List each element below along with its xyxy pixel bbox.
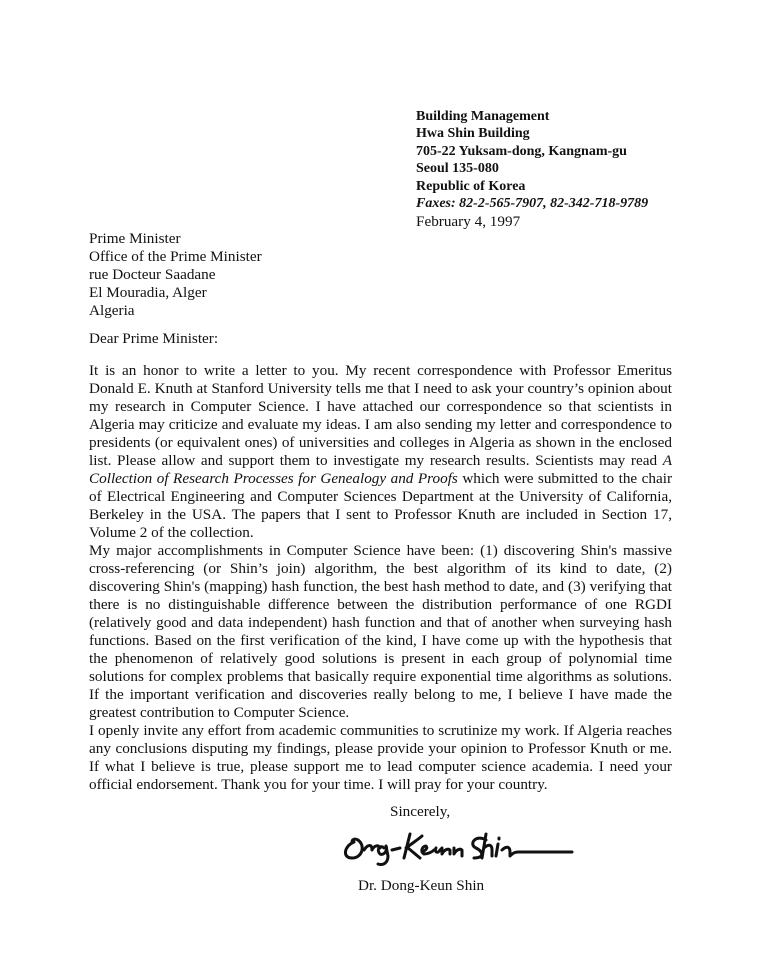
sender-faxes: Faxes: 82-2-565-7907, 82-342-718-9789 (416, 196, 649, 212)
body-paragraph-3: I openly invite any effort from academic communities to scrutinize my work. If Algeria reaches any conclusions disputing my findings, please provide your opinion to Professor Knuth or me. If what I believe is true, please support me to lead computer science academia. I need your official endorsement. Thank you for your time. I will pray for your country. (89, 722, 672, 793)
recipient-line-4: El Mouradia, Alger (89, 284, 207, 301)
recipient-line-5: Algeria (89, 302, 135, 319)
recipient-line-1: Prime Minister (89, 230, 181, 247)
signer-name: Dr. Dong-Keun Shin (358, 877, 485, 894)
closing: Sincerely, (390, 803, 451, 820)
salutation: Dear Prime Minister: (89, 330, 219, 347)
body-paragraph-1 (89, 362, 672, 542)
handwritten-signature (336, 820, 586, 870)
sender-address (416, 108, 648, 212)
sender-line-3: 705-22 Yuksam-dong, Kangnam-gu (416, 143, 627, 159)
recipient-line-2: Office of the Prime Minister (89, 248, 262, 265)
recipient-line-3: rue Docteur Saadane (89, 266, 216, 283)
letter-date: February 4, 1997 (416, 213, 521, 230)
sender-line-5: Republic of Korea (416, 178, 526, 194)
body-paragraph-2: My major accomplishments in Computer Science have been: (1) discovering Shin's massive cross-referencing (or Shin’s join) algorithm, the best algorithm of its kind to date, (2) discovering Shin's (mapping) hash function, the best hash method to date, and (3) verifying that there is no distinguishable difference between the distribution performance of one RGDI (relatively good and data independent) hash function and that of another when surveying hash functions. Based on the first verification of the kind, I have come up with the hypothesis that the phenomenon of relatively good solutions is present in each group of polynomial time solutions for complex problems that basically require exponential time algorithms as solutions. If the important verification and discoveries really belong to me, I believe I have made the greatest contribution to Computer Science. (89, 542, 672, 721)
recipient-address (89, 230, 262, 320)
paragraph-1-text-b: which were submitted to the chair of Electrical Engineering and Computer Sciences Department at the University of California, Berkeley in the USA. The papers that I sent to Professor Knuth are included in Section 17, Volume 2 of the collection. (89, 470, 673, 541)
sender-line-4: Seoul 135-080 (416, 161, 499, 177)
sender-line-2: Hwa Shin Building (416, 126, 530, 142)
sender-line-1: Building Management (416, 109, 550, 124)
collection-title: A Collection of Research Processes for Genealogy and Proofs (89, 452, 672, 487)
paragraph-1-text-a: It is an honor to write a letter to you. My recent correspondence with Professor Emeritus Donald E. Knuth at Stanford University tells me that I need to ask your country’s opinion about my research in Computer Science. I have attached our correspondence so that scientists in Algeria may criticize and evaluate my ideas. I am also sending my letter and correspondence to presidents (or equivalent ones) of universities and colleges in Algeria as shown in the enclosed list. Please allow and support them to investigate my research results. Scientists may read (89, 362, 672, 469)
